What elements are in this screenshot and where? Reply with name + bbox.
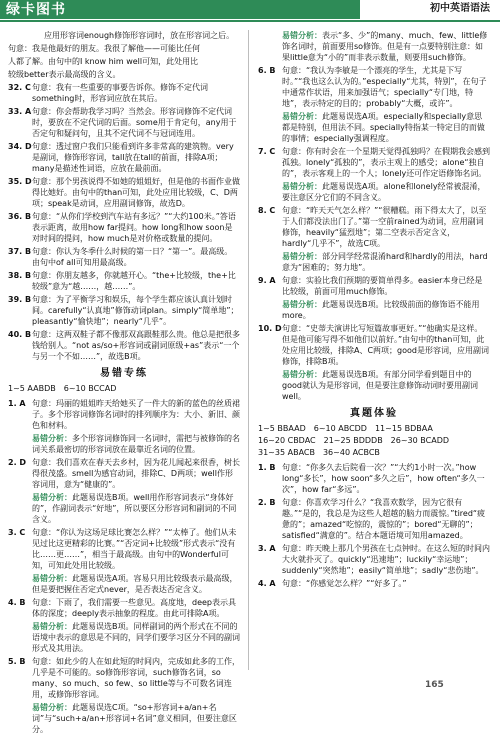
- item-text: 句意：你会帮助我学习吗？当然会。形容词修饰不定代词时，要放在不定代词的后面。some用于肯定句，any用于否定句和疑问句，且其不定代词不与冠词连用。: [32, 107, 237, 138]
- error-analysis-label: 易错分析：: [32, 493, 72, 502]
- item-text: 句意：那个男孩说得不如她的姐姐好，但是他的书面作业做得比她好。由句中的than可知，此处应用比较级，C、D两项；speak是动词，应用副词修饰，故选D。: [32, 177, 240, 208]
- item-body: [282, 181, 490, 203]
- item-number: [8, 433, 32, 455]
- left-top-lines: [8, 30, 240, 80]
- item-body: [32, 398, 240, 431]
- item-text: 部分同学经常混淆hard和hardly的用法，hard意为“困难的；努力地”。: [282, 252, 488, 272]
- answer-key-error-practice: [8, 383, 240, 394]
- section-title-error-practice: 易错专练: [100, 368, 148, 379]
- item-number: 3. A: [258, 544, 276, 553]
- answer-item: [258, 299, 490, 321]
- item-text: 句意：“你感觉怎么样？”“好多了。”: [282, 579, 407, 588]
- item-body: [32, 656, 240, 700]
- header-rule: [0, 20, 500, 22]
- item-body: [32, 621, 240, 654]
- item-body: [282, 111, 490, 144]
- section-title-real-exam: 真题体验: [350, 408, 398, 419]
- item-number: 8. C: [258, 206, 276, 215]
- answer-item: [8, 329, 240, 362]
- item-body: [282, 65, 490, 109]
- item-body: [282, 497, 490, 541]
- answer-item: [258, 181, 490, 203]
- item-text: 句意：如此少的人在如此短的时间内，完成如此多的工作，几乎是不可能的。so修饰形容词，such修饰名词，so many、so much、so few、so little等与不可数名词连用，或修饰形容词。: [32, 657, 240, 699]
- item-body: [32, 270, 240, 292]
- answer-item: [258, 369, 490, 402]
- item-number: 33. A: [8, 107, 32, 116]
- item-body: [32, 457, 240, 490]
- item-number: 10. D: [258, 324, 282, 333]
- item-body: [32, 141, 240, 174]
- error-analysis-label: 易错分析：: [282, 182, 322, 191]
- item-number: 4. B: [8, 598, 26, 607]
- right-items-group-2: [258, 462, 490, 589]
- item-number: 1. B: [258, 463, 276, 472]
- text-line: 人都了解。由句中的I know him well可知，此处用比: [8, 57, 199, 66]
- answer-item: [8, 527, 240, 571]
- item-body: [282, 30, 490, 63]
- item-number: 35. D: [8, 177, 32, 186]
- item-body: [32, 597, 240, 619]
- error-analysis-label: 易错分析：: [32, 574, 72, 583]
- answer-key-line: 31~35 ABACB 36~40 ACBCB: [258, 448, 380, 457]
- item-body: [282, 251, 490, 273]
- item-text: 句意：你朋友越多，你就越开心。“the+比较级，the+比较级”意为“越……，越……”。: [32, 271, 236, 291]
- answer-item: [258, 578, 490, 589]
- error-analysis-label: 易错分析：: [282, 300, 322, 309]
- item-text: 句意：“从你们学校到汽车站有多远？”“大约100米。”答语表示距离，故用how far提问。how long和how soon是对时间的提问，how much是对价格或数量的提问。: [32, 212, 236, 243]
- item-body: [32, 702, 240, 735]
- answer-item: [8, 656, 240, 700]
- item-number: [258, 251, 282, 273]
- item-text: 句意：昨天晚上那几个男孩在七点钟时。在这么短的时间内大火就扑灭了。quickly“迅速地”；luckily“幸运地”；suddenly“突然地”；easily“简单地”；sadly“悲伤地”。: [282, 544, 490, 575]
- item-text: 多个形容词修饰同一名词时，需把与被修饰的名词关系最密切的形容词放在最靠近名词的位置。: [32, 434, 240, 454]
- item-text: 句意：透过窗户我们只能看到许多非常高的建筑物。very是副词，修饰形容词，tall放在tall的前面，排除A项；many是描述性词语，应放在最前面。: [32, 142, 234, 173]
- item-body: [282, 369, 490, 402]
- item-number: [258, 111, 282, 144]
- item-number: 32. C: [8, 83, 31, 92]
- item-text: 句意：你喜欢学习什么？“我喜欢数学，因为它很有趣。”“是的，我总是为这些人超越的脑力而震惊。”tired“疲惫的”；amazed“吃惊的，震惊的”；bored“无聊的”；satisfied“满意的”。结合本题语境可知用amazed。: [282, 498, 486, 540]
- item-number: 2. B: [258, 498, 276, 507]
- column-divider: [248, 30, 249, 670]
- answer-item: [258, 111, 490, 144]
- answer-item: [258, 323, 490, 367]
- item-body: [32, 492, 240, 525]
- item-body: [32, 573, 240, 595]
- answer-item: [258, 251, 490, 273]
- error-analysis-label: 易错分析：: [282, 31, 322, 40]
- item-number: 37. B: [8, 247, 32, 256]
- item-number: [8, 492, 32, 525]
- left-column: [8, 30, 240, 737]
- item-text: 句意：“昨天天气怎么样？”“很糟糕。雨下得太大了，以至于人们都没法出门了。”第一空前rained为动词，应用副词修饰，heavily“猛烈地”；第二空表示否定含义，hardly“几乎不”，故选C项。: [282, 206, 487, 248]
- item-text: 表示“多、少”的many、much、few、little修饰名词时，前面要用so修饰。但是有一点要特别注意：如果little意为“小的”而非表示数量，则要用such修饰。: [282, 31, 488, 62]
- item-text: 此题易误选B项。比较级前面的修饰语不能用more。: [282, 300, 480, 320]
- item-number: [258, 181, 282, 203]
- item-number: 2. D: [8, 458, 27, 467]
- item-text: 句意：“史蒂夫演讲比写短篇故事更好。”“他确实是这样。但是他可能写得不如他们以前好。”由句中的than可知，此处应用比较级，排除A、C两项；good是形容词，应用副词修饰，排除B项。: [282, 324, 490, 366]
- answer-item: [8, 621, 240, 654]
- right-column: [258, 30, 490, 591]
- item-number: 40. B: [8, 330, 32, 339]
- item-number: 9. A: [258, 276, 276, 285]
- text-line: 句意：我是他最好的朋友。我很了解他——可能比任何: [8, 44, 200, 53]
- item-text: 句意：你认为冬季什么时候的第一日？“第一”。最高级。由句中of all可知用最高级。: [32, 247, 233, 267]
- item-number: 36. B: [8, 212, 32, 221]
- item-number: 6. B: [258, 66, 276, 75]
- item-body: [282, 205, 490, 249]
- answer-item: [8, 597, 240, 619]
- item-text: 句意：下雨了，我们需要一些意见。高度地，deep表示具体的深度；deeply表示抽象的程度。由此可排除A项。: [32, 598, 236, 618]
- answer-item: [258, 205, 490, 249]
- error-analysis-label: 易错分析：: [32, 703, 72, 712]
- page-header: [0, 0, 500, 24]
- answer-item: [8, 294, 240, 327]
- answer-key-line: 1~5 AABDB 6~10 BCCAD: [8, 384, 117, 393]
- answer-item: [8, 457, 240, 490]
- item-number: [258, 30, 282, 63]
- item-text: 句意：玛丽的姐姐昨天给她买了一件大的新的蓝色的丝质裙子。多个形容词修饰名词时的排列顺序为：大小、新旧、颜色和材料。: [32, 399, 240, 430]
- item-body: [32, 527, 240, 571]
- item-text: 句意：为了平衡学习和娱乐，每个学生都应该认真计划时间。carefully“认真地”修饰动词plan。simply“简单地”；pleasantly“愉快地”；nearly“几乎”。: [32, 295, 239, 326]
- error-analysis-label: 易错分析：: [282, 252, 322, 261]
- item-number: 3. C: [8, 528, 26, 537]
- item-body: [32, 211, 240, 244]
- page-number: 165: [425, 680, 444, 690]
- item-text: 句意：这两双鞋子都不像那双高跟鞋那么贵。他总是把很多钱给别人。“not as/so+形容词或副词原级+as”表示“一个与另一个不如……”，故选B项。: [32, 330, 240, 361]
- item-text: 此题易误选A项。especially和specially意思都是特别，但用法不同。specially特指某一特定目的而做的事情；especially强调程度。: [282, 112, 485, 143]
- answer-key-line: 16~20 CBDAC 21~25 BDDDB 26~30 BCADD: [258, 436, 450, 445]
- item-text: 句意：“你多久去后院看一次？”“大约1小时一次。”how long“多长”，how soon“多久之后”，how often“多久一次”，how far“多远”。: [282, 463, 485, 494]
- answer-item: [8, 82, 240, 104]
- item-text: 句意：你有时会在一个星期天觉得孤独吗？在假期我会感到孤独。lonely“孤独的”，表示主观上的感受；alone“独自的”，表示客观上的一个人；lonely还可作定语修饰名词。: [282, 147, 490, 178]
- item-text: 句意：“我认为李敏是一个漂亮的学生，尤其是下写时。”“我也这么认为的。”especially“尤其，特别”，在句子中通常作状语，用来加强语气；specially“专门地，特地”，表示特定的目的；probably“大概，或许”。: [282, 66, 487, 108]
- answer-item: [258, 497, 490, 541]
- error-analysis-label: 易错分析：: [32, 622, 72, 631]
- answer-item: [258, 462, 490, 495]
- item-number: 5. B: [8, 657, 26, 666]
- item-number: [8, 573, 32, 595]
- item-text: 此题易误选A项。alone和lonely经常被混淆，要注意区分它们的不同含义。: [282, 182, 486, 202]
- item-text: 句意：实验比我们预期的要简单得多。easier本身已经是比较级，前面可用much修饰。: [282, 276, 483, 296]
- item-body: [282, 146, 490, 179]
- item-text: 此题易误选A项。容易只用比较级表示最高级，但是要把握住否定式never，是否表达否定含义。: [32, 574, 238, 594]
- answer-item: [8, 106, 240, 139]
- answer-item: [8, 492, 240, 525]
- item-text: 句意：“你认为这场足球比赛怎么样？”“太棒了。他们从未见过比这更精彩的比赛。”“否定词+比较级”形式表示“没有比……更……”，相当于最高级。由句中的Wonderful可知，可知此处用比较级。: [32, 528, 237, 570]
- left-items-group-1: [8, 82, 240, 362]
- item-body: [282, 578, 490, 589]
- item-number: [8, 702, 32, 735]
- item-body: [282, 275, 490, 297]
- answer-item: [8, 702, 240, 735]
- error-analysis-label: 易错分析：: [282, 112, 322, 121]
- item-text: 此题易误选C项。“so+形容词+a/an+名词”与“such+a/an+形容词+名词”意义相同，但要注意区分。: [32, 703, 237, 734]
- item-number: 4. A: [258, 579, 276, 588]
- answer-item: [8, 176, 240, 209]
- item-body: [32, 82, 240, 104]
- answer-item: [258, 275, 490, 297]
- answer-item: [8, 270, 240, 292]
- answer-item: [258, 65, 490, 109]
- right-items-group-1: [258, 30, 490, 402]
- answer-item: [258, 30, 490, 63]
- item-number: 38. B: [8, 271, 32, 280]
- item-text: 此题易误选B项。有部分同学看到题目中的good就认为是形容词，但是要注意修饰动词时要用副词well。: [282, 370, 478, 401]
- left-items-group-2: [8, 398, 240, 735]
- answer-item: [8, 211, 240, 244]
- item-number: [258, 299, 282, 321]
- item-body: [32, 329, 240, 362]
- item-body: [282, 299, 490, 321]
- item-body: [32, 294, 240, 327]
- text-line: 较级better表示最高级的含义。: [8, 70, 121, 79]
- item-number: 7. C: [258, 147, 276, 156]
- brand-logo: 绿卡图书: [6, 2, 66, 18]
- answer-item: [8, 398, 240, 431]
- answer-item: [8, 246, 240, 268]
- item-body: [32, 106, 240, 139]
- item-body: [282, 543, 490, 576]
- item-text: 句意：我有一些重要的事要告诉你。修饰不定代词something时，形容词应放在其后。: [32, 83, 208, 103]
- item-body: [282, 323, 490, 367]
- item-number: 1. A: [8, 399, 26, 408]
- answer-item: [8, 573, 240, 595]
- answer-item: [8, 141, 240, 174]
- answer-key-line: 1~5 BBAAD 6~10 ABCDD 11~15 BDBAA: [258, 424, 433, 433]
- item-number: [258, 369, 282, 402]
- item-number: 34. D: [8, 142, 32, 151]
- item-body: [32, 246, 240, 268]
- answer-item: [8, 433, 240, 455]
- error-analysis-label: 易错分析：: [32, 434, 72, 443]
- item-body: [32, 176, 240, 209]
- text-line: 应用形容词enough修饰形容词时，放在形容词之后。: [44, 31, 235, 40]
- book-title: 初中英语语法: [430, 3, 490, 14]
- item-number: 39. B: [8, 295, 32, 304]
- answer-item: [258, 543, 490, 576]
- item-body: [282, 462, 490, 495]
- answer-key-real-exam: [258, 423, 490, 458]
- item-text: 此题易误选B项。同样副词的两个形式在不同的语境中表示的意思是不同的，同学们要学习区分不同的副词形式及其用法。: [32, 622, 240, 653]
- error-analysis-label: 易错分析：: [282, 370, 322, 379]
- item-text: 此题易误选B项。well用作形容词表示“身体好的”，作副词表示“好地”，所以要区分形容词和副词的不同含义。: [32, 493, 237, 524]
- answer-item: [258, 146, 490, 179]
- item-text: 句意：我们喜欢在春天去乡村，因为花儿闻起来很香，树长得很茂盛。smell为感官动词，排除C、D两项；well作形容词用，意为“健康的”。: [32, 458, 240, 489]
- item-body: [32, 433, 240, 455]
- item-number: [8, 621, 32, 654]
